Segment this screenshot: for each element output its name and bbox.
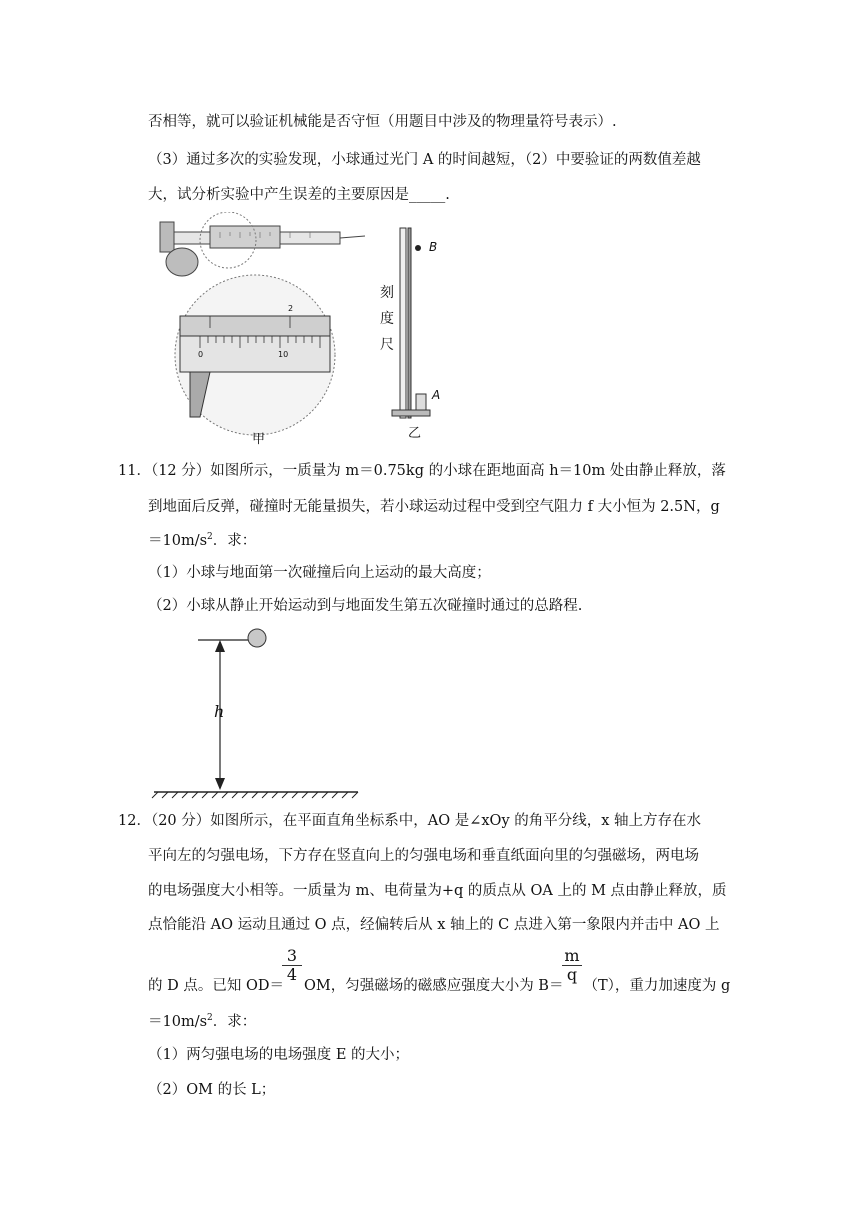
q12-stem-line-6: $=10m/s^2$．求：	[148, 1013, 257, 1030]
point-b-label: B	[429, 240, 438, 254]
fraction-numerator: m	[564, 946, 580, 965]
q10-part3-text-cont: 大，试分析实验中产生误差的主要原因是_____.	[148, 187, 450, 203]
fraction-m-over-q	[562, 947, 582, 984]
ruler-label-3: 尺	[380, 337, 394, 353]
q11-subquestion-1: （1）小球与地面第一次碰撞后向上运动的最大高度；	[148, 565, 491, 581]
fraction-denominator: 4	[282, 965, 302, 984]
fraction-numerator: 3	[286, 946, 298, 965]
ruler-label-2: 度	[380, 311, 394, 327]
q12-stem-line: 12．（20 分）如图所示，在平面直角坐标系中，AO 是∠xOy 的角平分线，x 轴上方存在水	[118, 813, 702, 829]
q12-stem-line-2: 平向左的匀强电场，下方存在竖直向上的匀强电场和垂直纸面向里的匀强磁场，两电场	[148, 848, 699, 864]
vernier-caliper-diagram	[150, 212, 450, 446]
scale-ten-label: 10	[278, 350, 289, 359]
q11-ball-drop-figure	[150, 624, 370, 800]
q11-stem-line: 11．（12 分）如图所示，一质量为 m＝0.75kg 的小球在距地面高 h＝10m 处由静止释放，落	[118, 463, 726, 479]
q10-figure	[150, 212, 450, 446]
q12-stem-line-4: 点恰能沿 AO 运动且通过 O 点，经偏转后从 x 轴上的 C 点进入第一象限内并击中 AO 上	[148, 917, 720, 933]
figure-caption-yi: 乙	[408, 426, 422, 441]
ruler-label-1: 刻	[380, 285, 394, 301]
fraction-od-om	[282, 947, 302, 984]
q11-subquestion-2: （2）小球从静止开始运动到与地面发生第五次碰撞时通过的总路程.	[148, 598, 583, 614]
point-a-label: A	[432, 388, 441, 402]
q12-subquestion-1: （1）两匀强电场的电场强度 E 的大小；	[148, 1047, 410, 1063]
q10-text-line: 否相等，就可以验证机械能是否守恒（用题目中涉及的物理量符号表示）.	[148, 114, 617, 130]
q12-subquestion-2: （2）OM 的长 L；	[148, 1082, 276, 1098]
q11-stem-line-2: 到地面后反弹，碰撞时无能量损失，若小球运动过程中受到空气阻力 f 大小恒为 2.5N，g	[148, 499, 720, 515]
q11-stem-line-3: $=10m/s^2$．求：	[148, 532, 257, 549]
fraction-denominator: q	[562, 965, 582, 984]
scale-two-label: 2	[288, 304, 294, 313]
figure-caption-jia: 甲	[252, 432, 266, 447]
scale-zero-label: 0	[198, 350, 204, 359]
height-label-h: h	[214, 702, 225, 721]
q12-stem-line-3: 的电场强度大小相等。一质量为 m、电荷量为+q 的质点从 OA 上的 M 点由静止释放，质	[148, 883, 727, 899]
q10-part3-text: （3）通过多次的实验发现，小球通过光门 A 的时间越短，（2）中要验证的两数值差越	[148, 152, 701, 168]
q12-stem-line-5: 的 D 点。已知 OD＝ OM，匀强磁场的磁感应强度大小为 B＝ （T），重力加速度为 g	[148, 978, 731, 994]
ball-height-diagram	[150, 624, 370, 800]
